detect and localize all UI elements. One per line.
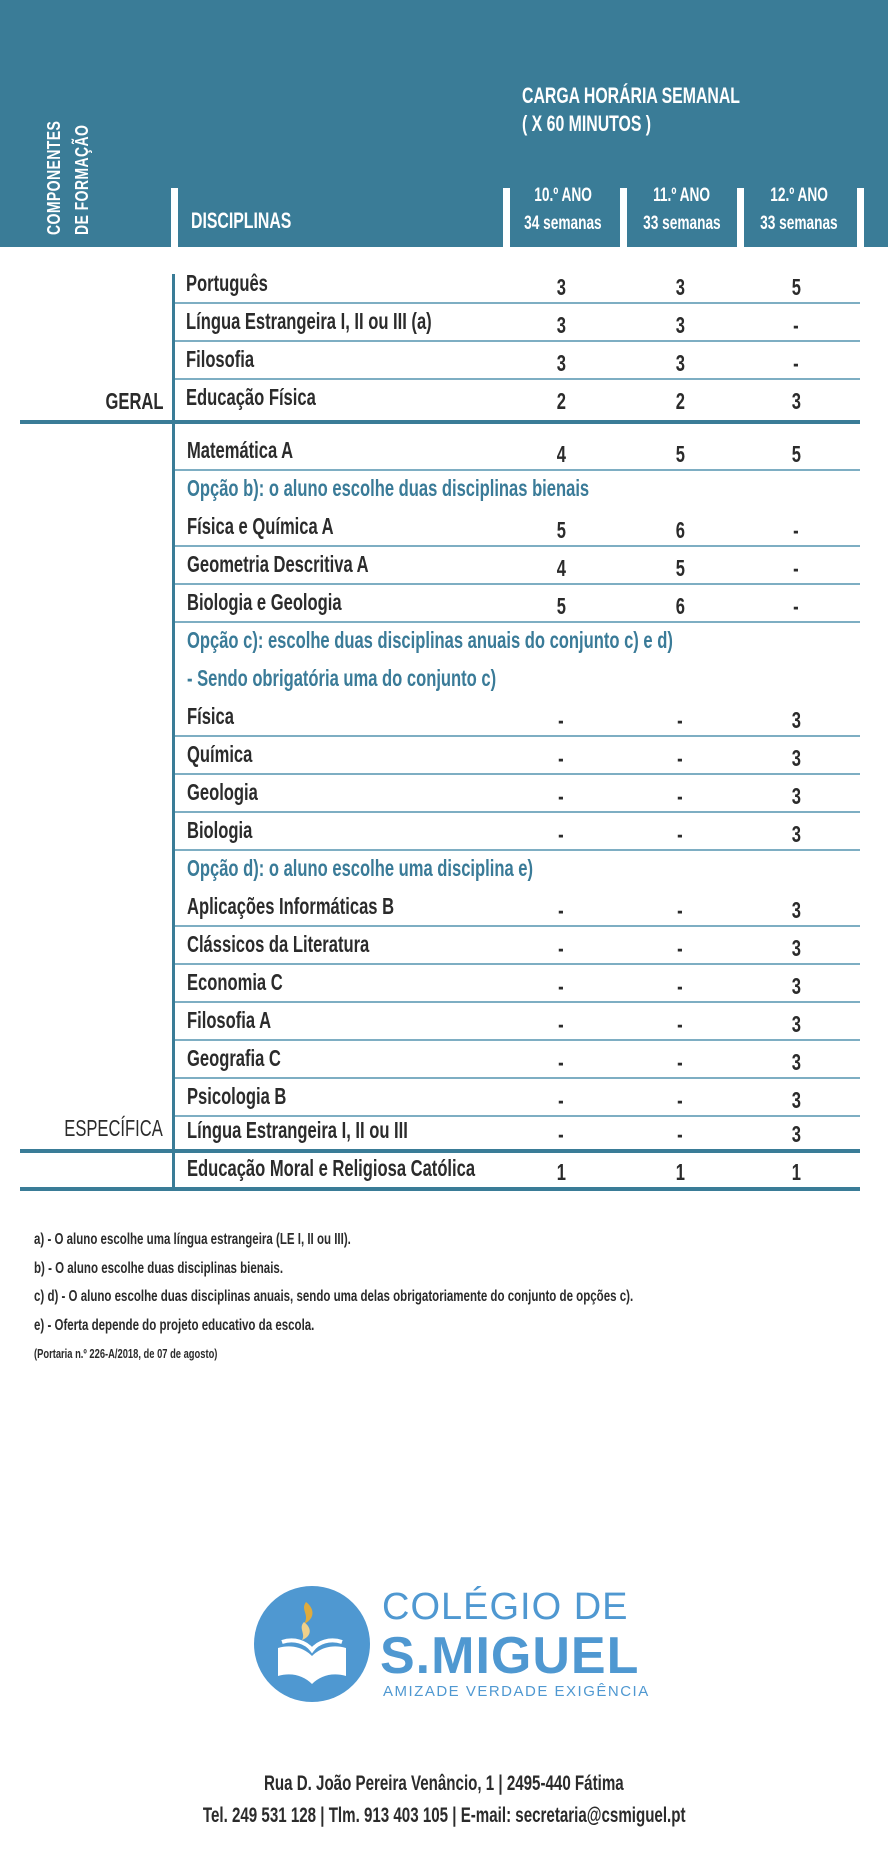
- logo-text-smiguel: S.MIGUEL: [380, 1627, 640, 1685]
- table-row: Geologia - - 3: [175, 775, 860, 813]
- table-row: Português 3 3 5: [175, 266, 860, 304]
- vertical-title-line-1: COMPONENTES: [44, 120, 64, 235]
- table-header: [0, 0, 888, 247]
- table-row: Matemática A 4 5 5: [175, 433, 860, 471]
- table-row: Geometria Descritiva A 4 5 -: [175, 547, 860, 585]
- carga-horaria-heading: [522, 82, 825, 138]
- geral-section-divider: [20, 420, 860, 424]
- carga-title-line-2: ( X 60 MINUTOS ): [522, 111, 652, 136]
- table-row: Biologia e Geologia 5 6 -: [175, 585, 860, 623]
- year-11-heading: 11.º ANO 33 semanas: [643, 185, 721, 234]
- footnote: a) - O aluno escolhe uma língua estrangeira (LE I, II ou III).: [34, 1231, 351, 1248]
- option-heading: Opção c): escolhe duas disciplinas anuais do conjunto c) e d): [187, 627, 673, 653]
- table-row: Geografia C - - 3: [175, 1041, 860, 1079]
- footer-contacts: Tel. 249 531 128 | Tlm. 913 403 105 | E-mail: secretaria@csmiguel.pt: [202, 1804, 686, 1827]
- table-row: Economia C - - 3: [175, 965, 860, 1003]
- table-row: Língua Estrangeira I, II ou III - - 3: [187, 1117, 801, 1147]
- table-row: Língua Estrangeira I, II ou III (a) 3 3 -: [175, 304, 860, 342]
- table-row: Educação Física 2 2 3: [186, 384, 801, 414]
- table-row: Biologia - - 3: [175, 813, 860, 851]
- logo-tagline: AMIZADE VERDADE EXIGÊNCIA: [383, 1683, 650, 1700]
- table-row: Aplicações Informáticas B - - 3: [175, 889, 860, 927]
- book-flame-icon: [254, 1586, 370, 1702]
- table-row: Psicologia B - - 3: [175, 1079, 860, 1117]
- footnote: e) - Oferta depende do projeto educativo da escola.: [34, 1316, 315, 1334]
- carga-title-line-1: CARGA HORÁRIA SEMANAL: [522, 83, 740, 108]
- especifica-label: ESPECÍFICA: [64, 1115, 163, 1141]
- table-row: Educação Moral e Religiosa Católica 1 1 1: [187, 1155, 801, 1185]
- footnotes: [34, 1226, 874, 1361]
- footer-address: Rua D. João Pereira Venâncio, 1 | 2495-440 Fátima: [264, 1772, 624, 1795]
- disciplinas-heading: DISCIPLINAS: [191, 208, 292, 233]
- year-10-heading: 10.º ANO 34 semanas: [524, 185, 602, 234]
- logo-text-colegio: COLÉGIO DE: [382, 1586, 629, 1628]
- footnote: c) d) - O aluno escolhe duas disciplinas anuais, sendo uma delas obrigatoriamente do conjunto de opções c).: [34, 1288, 634, 1305]
- table-row: Química - - 3: [175, 737, 860, 775]
- componentes-formacao-heading: [40, 35, 96, 235]
- footnote: b) - O aluno escolhe duas disciplinas bienais.: [34, 1259, 284, 1277]
- option-heading: - Sendo obrigatória uma do conjunto c): [187, 665, 497, 691]
- option-heading: Opção b): o aluno escolhe duas disciplinas bienais: [187, 475, 590, 501]
- geral-label: GERAL: [105, 388, 163, 414]
- header-divider: [737, 188, 744, 247]
- table-row: Física e Química A 5 6 -: [175, 509, 860, 547]
- option-heading: Opção d): o aluno escolhe uma disciplina e): [187, 855, 533, 881]
- table-row: Clássicos da Literatura - - 3: [175, 927, 860, 965]
- school-logo-emblem: [254, 1586, 370, 1702]
- portaria-reference: (Portaria n.º 226-A/2018, de 07 de agosto): [34, 1346, 218, 1361]
- table-row: Física - - 3: [175, 699, 860, 737]
- vertical-title-line-2: DE FORMAÇÃO: [72, 124, 92, 235]
- table-row: Filosofia A - - 3: [175, 1003, 860, 1041]
- header-divider: [620, 188, 627, 247]
- year-12-heading: 12.º ANO 33 semanas: [760, 185, 838, 234]
- header-divider: [857, 188, 864, 247]
- header-divider: [171, 188, 178, 247]
- table-row: Filosofia 3 3 -: [175, 342, 860, 380]
